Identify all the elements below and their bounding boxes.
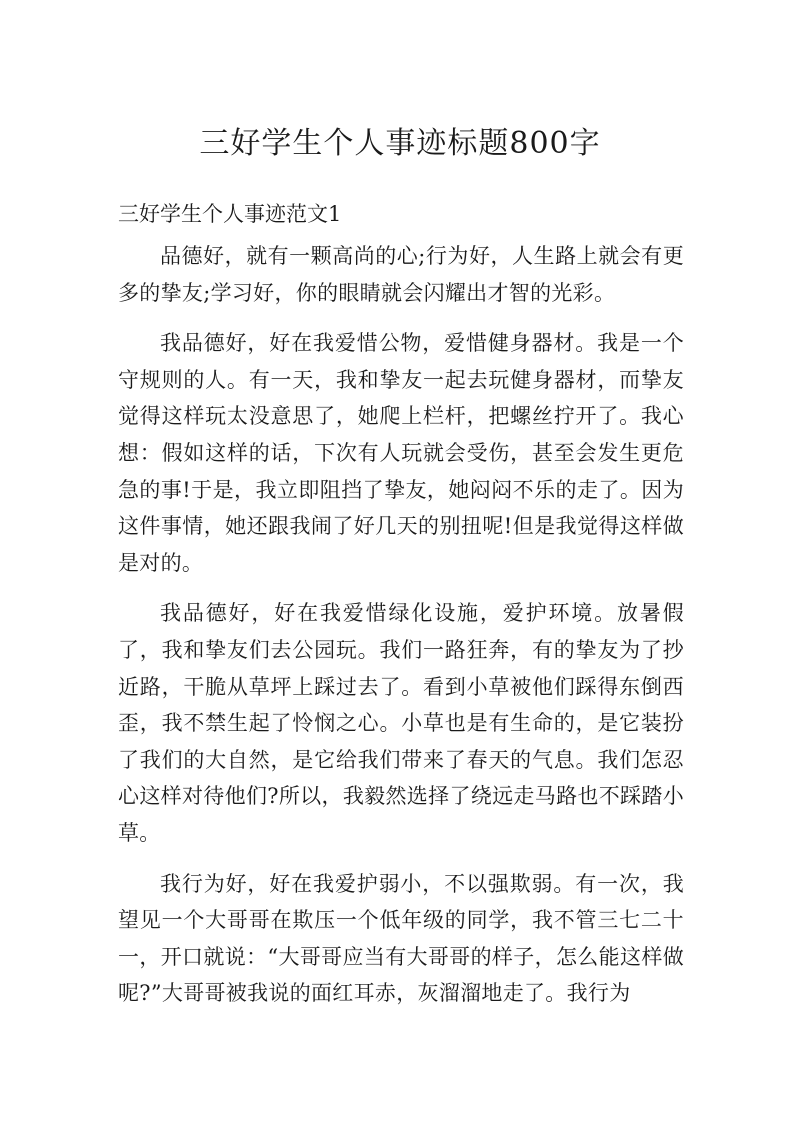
- document-body: [118, 238, 684, 1026]
- paragraph: 我品德好，好在我爱惜绿化设施，爱护环境。放暑假了，我和挚友们去公园玩。我们一路狂奔，有的挚友为了抄近路，干脆从草坪上踩过去了。看到小草被他们踩得东倒西歪，我不禁生起了怜悯之心。小草也是有生命的，是它装扮了我们的大自然，是它给我们带来了春天的气息。我们怎忍心这样对待他们?所以，我毅然选择了绕远走马路也不踩踏小草。: [118, 601, 684, 845]
- paragraph: 品德好，就有一颗高尚的心;行为好，人生路上就会有更多的挚友;学习好，你的眼睛就会闪耀出才智的光彩。: [118, 244, 684, 305]
- paragraph: 我品德好，好在我爱惜公物，爱惜健身器材。我是一个守规则的人。有一天，我和挚友一起去玩健身器材，而挚友觉得这样玩太没意思了，她爬上栏杆，把螺丝拧开了。我心想：假如这样的话，下次有人玩就会受伤，甚至会发生更危急的事!于是，我立即阻挡了挚友，她闷闷不乐的走了。因为这件事情，她还跟我闹了好几天的别扭呢!但是我觉得这样做是对的。: [118, 331, 684, 575]
- document-title: 三好学生个人事迹标题800字: [199, 126, 601, 161]
- section-heading: 三好学生个人事迹范文1: [118, 202, 342, 226]
- paragraph: 我行为好，好在我爱护弱小，不以强欺弱。有一次，我望见一个大哥哥在欺压一个低年级的同学，我不管三七二十一，开口就说：“大哥哥应当有大哥哥的样子，怎么能这样做呢?”大哥哥被我说的面红耳赤，灰溜溜地走了。我行为: [118, 871, 684, 1006]
